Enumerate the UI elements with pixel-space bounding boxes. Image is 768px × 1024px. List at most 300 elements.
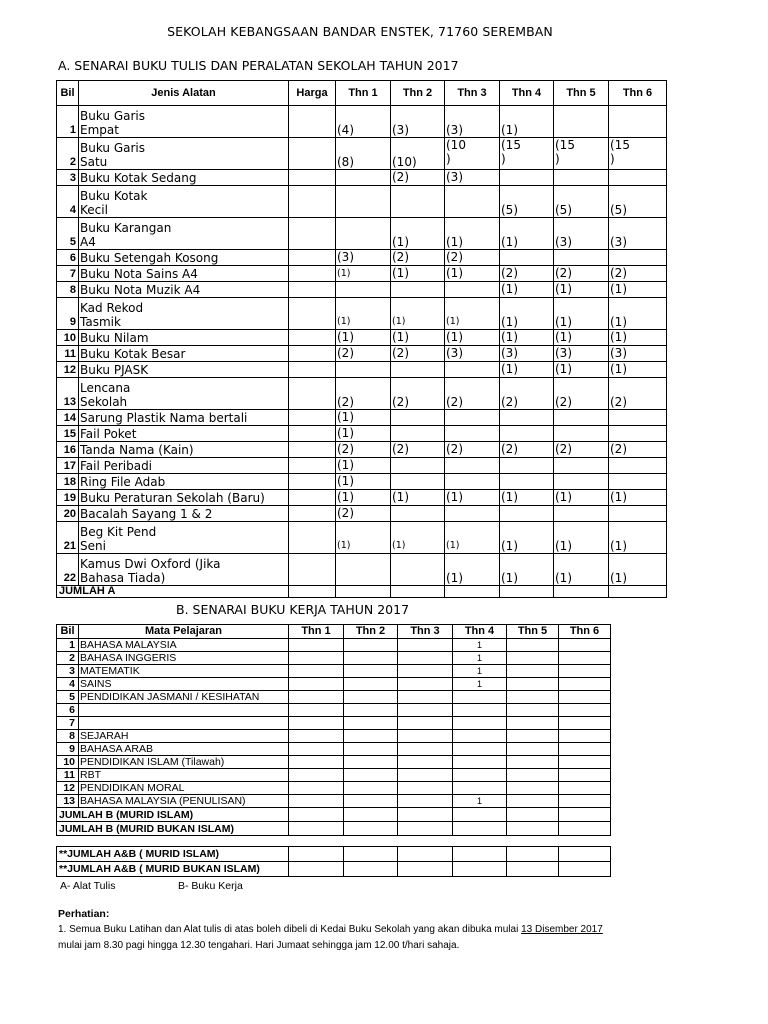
quantity-cell-thn5 — [507, 717, 559, 730]
price-cell — [289, 298, 336, 330]
price-cell — [289, 186, 336, 218]
grand-total-table — [56, 846, 611, 877]
quantity-cell-thn5: (2) — [554, 378, 609, 410]
quantity-cell-thn6: (5) — [609, 186, 667, 218]
quantity-cell-thn1: (2) — [336, 506, 391, 522]
quantity-cell-thn1: (2) — [336, 378, 391, 410]
quantity-cell-thn2 — [344, 717, 398, 730]
price-cell — [289, 282, 336, 298]
table-row — [57, 170, 667, 186]
subject-name: BAHASA MALAYSIA — [79, 639, 289, 652]
opening-date: 13 Disember 2017 — [521, 924, 603, 935]
table-row — [57, 743, 611, 756]
quantity-cell-thn3: (2) — [445, 442, 500, 458]
quantity-cell-thn6 — [609, 474, 667, 490]
price-cell — [289, 346, 336, 362]
quantity-cell-thn4: (2) — [500, 266, 554, 282]
notes-line-1-text: 1. Semua Buku Latihan dan Alat tulis di atas boleh dibeli di Kedai Buku Sekolah yang akan dibuka mulai — [58, 924, 522, 935]
quantity-cell-thn6: (3) — [609, 346, 667, 362]
quantity-cell-thn5 — [507, 678, 559, 691]
table-row — [57, 474, 667, 490]
quantity-cell-thn1 — [289, 730, 344, 743]
table-row — [57, 795, 611, 808]
row-number: 12 — [57, 782, 79, 795]
quantity-cell-thn1: (1) — [336, 458, 391, 474]
row-number: 16 — [57, 442, 79, 458]
quantity-cell-thn6 — [559, 652, 611, 665]
price-cell — [289, 522, 336, 554]
item-name: Buku Nilam — [79, 330, 289, 346]
quantity-cell-thn5 — [554, 506, 609, 522]
row-number: 13 — [57, 795, 79, 808]
col-header-thn6: Thn 6 — [609, 81, 667, 106]
row-number: 8 — [57, 282, 79, 298]
row-number: 3 — [57, 170, 79, 186]
quantity-cell-thn6: (15 ) — [609, 138, 667, 170]
item-name: Buku Kotak Besar — [79, 346, 289, 362]
quantity-cell-thn2 — [344, 691, 398, 704]
quantity-cell-thn1 — [289, 782, 344, 795]
school-title: SEKOLAH KEBANGSAAN BANDAR ENSTEK, 71760 SEREMBAN — [167, 24, 553, 39]
quantity-cell-thn5: (1) — [554, 330, 609, 346]
quantity-cell-thn2: (1) — [391, 218, 445, 250]
quantity-cell-thn5 — [554, 170, 609, 186]
workbook-table — [56, 624, 611, 836]
col-header-mata-pelajaran: Mata Pelajaran — [79, 625, 289, 639]
quantity-cell-thn2 — [344, 678, 398, 691]
quantity-cell-thn4: 1 — [453, 678, 507, 691]
quantity-cell-thn3: (1) — [445, 330, 500, 346]
quantity-cell-thn3 — [398, 756, 453, 769]
quantity-cell-thn1: (1) — [336, 330, 391, 346]
quantity-cell-thn5: (3) — [554, 346, 609, 362]
quantity-cell-thn6 — [559, 743, 611, 756]
col-header-bil: Bil — [57, 625, 79, 639]
quantity-cell-thn3 — [445, 186, 500, 218]
legend-b: B- Buku Kerja — [178, 880, 243, 892]
quantity-cell-thn3: (1) — [445, 218, 500, 250]
table-row — [57, 665, 611, 678]
row-number: 10 — [57, 756, 79, 769]
quantity-cell-thn6 — [609, 506, 667, 522]
quantity-cell-thn5 — [554, 426, 609, 442]
quantity-cell-thn4 — [500, 458, 554, 474]
quantity-cell-thn3: (1) — [445, 490, 500, 506]
quantity-cell-thn6 — [559, 769, 611, 782]
table-row — [57, 106, 667, 138]
subject-name: RBT — [79, 769, 289, 782]
price-cell — [289, 442, 336, 458]
quantity-cell-thn3: (3) — [445, 170, 500, 186]
quantity-cell-thn4 — [453, 704, 507, 717]
quantity-cell-thn2 — [391, 410, 445, 426]
quantity-cell-thn2 — [391, 186, 445, 218]
quantity-cell-thn3: (3) — [445, 106, 500, 138]
quantity-cell-thn4: (1) — [500, 298, 554, 330]
subject-name — [79, 717, 289, 730]
quantity-cell-thn1 — [289, 704, 344, 717]
quantity-cell-thn2: (1) — [391, 298, 445, 330]
price-cell — [289, 554, 336, 586]
quantity-cell-thn5 — [554, 474, 609, 490]
price-cell — [289, 506, 336, 522]
quantity-cell-thn5 — [507, 639, 559, 652]
quantity-cell-thn1 — [289, 691, 344, 704]
quantity-cell-thn6: (1) — [609, 298, 667, 330]
quantity-cell-thn5 — [507, 743, 559, 756]
table-row — [57, 426, 667, 442]
item-name: Buku PJASK — [79, 362, 289, 378]
quantity-cell-thn3: (1) — [445, 298, 500, 330]
quantity-cell-thn6 — [559, 730, 611, 743]
quantity-cell-thn4: (1) — [500, 330, 554, 346]
table-header-row — [57, 625, 611, 639]
quantity-cell-thn4: (3) — [500, 346, 554, 362]
item-name: Buku Kotak Sedang — [79, 170, 289, 186]
price-cell — [289, 426, 336, 442]
quantity-cell-thn1 — [289, 665, 344, 678]
quantity-cell-thn4 — [500, 250, 554, 266]
quantity-cell-thn1 — [336, 282, 391, 298]
quantity-cell-thn3 — [398, 795, 453, 808]
price-cell — [289, 362, 336, 378]
quantity-cell-thn6 — [609, 426, 667, 442]
quantity-cell-thn4: (1) — [500, 522, 554, 554]
quantity-cell-thn6: (2) — [609, 378, 667, 410]
item-name: Ring File Adab — [79, 474, 289, 490]
quantity-cell-thn2 — [391, 426, 445, 442]
price-cell — [289, 106, 336, 138]
col-header-thn2: Thn 2 — [391, 81, 445, 106]
quantity-cell-thn4 — [453, 717, 507, 730]
quantity-cell-thn3 — [445, 282, 500, 298]
table-row — [57, 490, 667, 506]
quantity-cell-thn6: (2) — [609, 266, 667, 282]
table-row — [57, 442, 667, 458]
quantity-cell-thn4: 1 — [453, 795, 507, 808]
quantity-cell-thn4 — [453, 769, 507, 782]
price-cell — [289, 170, 336, 186]
quantity-cell-thn5 — [554, 106, 609, 138]
quantity-cell-thn2 — [344, 782, 398, 795]
price-cell — [289, 330, 336, 346]
subject-name: BAHASA ARAB — [79, 743, 289, 756]
row-number: 18 — [57, 474, 79, 490]
table-row — [57, 138, 667, 170]
quantity-cell-thn2 — [391, 362, 445, 378]
quantity-cell-thn4: (1) — [500, 218, 554, 250]
row-number: 6 — [57, 250, 79, 266]
col-header-thn1: Thn 1 — [289, 625, 344, 639]
quantity-cell-thn3 — [398, 678, 453, 691]
quantity-cell-thn5: (1) — [554, 298, 609, 330]
table-row — [57, 769, 611, 782]
stationery-table — [56, 80, 667, 598]
quantity-cell-thn6: (2) — [609, 442, 667, 458]
quantity-cell-thn6 — [559, 795, 611, 808]
quantity-cell-thn2 — [391, 554, 445, 586]
row-number: 9 — [57, 743, 79, 756]
quantity-cell-thn5: (1) — [554, 522, 609, 554]
row-number: 4 — [57, 678, 79, 691]
quantity-cell-thn3 — [445, 426, 500, 442]
col-header-jenis-alatan: Jenis Alatan — [79, 81, 289, 106]
price-cell — [289, 378, 336, 410]
table-row — [57, 691, 611, 704]
quantity-cell-thn3 — [445, 506, 500, 522]
row-number: 22 — [57, 554, 79, 586]
row-number: 9 — [57, 298, 79, 330]
table-row — [57, 362, 667, 378]
quantity-cell-thn3 — [445, 458, 500, 474]
quantity-cell-thn1 — [336, 218, 391, 250]
quantity-cell-thn1: (1) — [336, 298, 391, 330]
quantity-cell-thn6 — [609, 170, 667, 186]
table-row — [57, 410, 667, 426]
quantity-cell-thn5: (2) — [554, 266, 609, 282]
notes-heading: Perhatian: — [58, 908, 110, 920]
row-number: 6 — [57, 704, 79, 717]
quantity-cell-thn5 — [507, 769, 559, 782]
row-number: 5 — [57, 218, 79, 250]
quantity-cell-thn5 — [554, 458, 609, 474]
price-cell — [289, 474, 336, 490]
grand-total-label-non-islam: **JUMLAH A&B ( MURID BUKAN ISLAM) — [57, 862, 289, 877]
total-row-b-non-islam — [57, 822, 611, 836]
quantity-cell-thn4 — [453, 756, 507, 769]
quantity-cell-thn4 — [453, 730, 507, 743]
price-cell — [289, 218, 336, 250]
quantity-cell-thn4: 1 — [453, 665, 507, 678]
quantity-cell-thn1: (2) — [336, 346, 391, 362]
item-name: Beg Kit Pend Seni — [79, 522, 289, 554]
item-name: Buku Karangan A4 — [79, 218, 289, 250]
table-row — [57, 554, 667, 586]
item-name: Buku Nota Sains A4 — [79, 266, 289, 282]
subject-name: PENDIDIKAN ISLAM (Tilawah) — [79, 756, 289, 769]
quantity-cell-thn4: 1 — [453, 652, 507, 665]
row-number: 3 — [57, 665, 79, 678]
quantity-cell-thn2 — [391, 458, 445, 474]
quantity-cell-thn4 — [453, 782, 507, 795]
quantity-cell-thn3: (1) — [445, 554, 500, 586]
section-b-title: B. SENARAI BUKU KERJA TAHUN 2017 — [176, 602, 410, 617]
row-number: 4 — [57, 186, 79, 218]
quantity-cell-thn4: (1) — [500, 554, 554, 586]
quantity-cell-thn2 — [344, 665, 398, 678]
subject-name: PENDIDIKAN MORAL — [79, 782, 289, 795]
quantity-cell-thn2: (2) — [391, 346, 445, 362]
quantity-cell-thn4 — [500, 410, 554, 426]
item-name: Kamus Dwi Oxford (Jika Bahasa Tiada) — [79, 554, 289, 586]
quantity-cell-thn6 — [559, 678, 611, 691]
table-row — [57, 346, 667, 362]
quantity-cell-thn4 — [500, 426, 554, 442]
quantity-cell-thn1: (2) — [336, 442, 391, 458]
col-header-thn4: Thn 4 — [453, 625, 507, 639]
quantity-cell-thn5 — [507, 665, 559, 678]
subject-name: BAHASA INGGERIS — [79, 652, 289, 665]
quantity-cell-thn4 — [453, 743, 507, 756]
row-number: 11 — [57, 346, 79, 362]
quantity-cell-thn5: (1) — [554, 490, 609, 506]
quantity-cell-thn6: (1) — [609, 362, 667, 378]
row-number: 17 — [57, 458, 79, 474]
item-name: Tanda Nama (Kain) — [79, 442, 289, 458]
quantity-cell-thn4: (2) — [500, 442, 554, 458]
table-row — [57, 378, 667, 410]
subject-name: SAINS — [79, 678, 289, 691]
quantity-cell-thn3: (1) — [445, 522, 500, 554]
quantity-cell-thn1: (1) — [336, 490, 391, 506]
row-number: 13 — [57, 378, 79, 410]
item-name: Buku Nota Muzik A4 — [79, 282, 289, 298]
subject-name: MATEMATIK — [79, 665, 289, 678]
quantity-cell-thn5: (3) — [554, 218, 609, 250]
row-number: 5 — [57, 691, 79, 704]
quantity-cell-thn1: (1) — [336, 266, 391, 282]
quantity-cell-thn1 — [289, 678, 344, 691]
quantity-cell-thn1 — [336, 554, 391, 586]
item-name: Buku Peraturan Sekolah (Baru) — [79, 490, 289, 506]
quantity-cell-thn1 — [336, 170, 391, 186]
table-row — [57, 782, 611, 795]
item-name: Lencana Sekolah — [79, 378, 289, 410]
quantity-cell-thn1: (1) — [336, 410, 391, 426]
quantity-cell-thn1: (1) — [336, 426, 391, 442]
quantity-cell-thn2: (3) — [391, 106, 445, 138]
quantity-cell-thn2 — [344, 795, 398, 808]
quantity-cell-thn2: (1) — [391, 330, 445, 346]
col-header-thn5: Thn 5 — [507, 625, 559, 639]
quantity-cell-thn5: (1) — [554, 554, 609, 586]
quantity-cell-thn2: (10) — [391, 138, 445, 170]
notes-line-2: mulai jam 8.30 pagi hingga 12.30 tengahari. Hari Jumaat sehingga jam 12.00 t/hari sahaja. — [58, 940, 460, 951]
quantity-cell-thn2 — [344, 769, 398, 782]
quantity-cell-thn3 — [398, 704, 453, 717]
row-number: 20 — [57, 506, 79, 522]
price-cell — [289, 250, 336, 266]
price-cell — [289, 490, 336, 506]
quantity-cell-thn4: (1) — [500, 490, 554, 506]
table-row — [57, 458, 667, 474]
quantity-cell-thn2 — [344, 730, 398, 743]
quantity-cell-thn3: (1) — [445, 266, 500, 282]
col-header-thn6: Thn 6 — [559, 625, 611, 639]
table-row — [57, 186, 667, 218]
quantity-cell-thn5 — [554, 410, 609, 426]
total-row-b-islam — [57, 808, 611, 822]
quantity-cell-thn1 — [336, 186, 391, 218]
quantity-cell-thn5: (5) — [554, 186, 609, 218]
quantity-cell-thn4: (1) — [500, 106, 554, 138]
row-number: 8 — [57, 730, 79, 743]
total-label-b-non-islam: JUMLAH B (MURID BUKAN ISLAM) — [57, 822, 289, 836]
quantity-cell-thn2 — [344, 756, 398, 769]
quantity-cell-thn2: (1) — [391, 522, 445, 554]
quantity-cell-thn5 — [507, 704, 559, 717]
row-number: 11 — [57, 769, 79, 782]
quantity-cell-thn3 — [398, 639, 453, 652]
quantity-cell-thn1 — [289, 717, 344, 730]
grand-total-label-islam: **JUMLAH A&B ( MURID ISLAM) — [57, 847, 289, 862]
table-row — [57, 330, 667, 346]
quantity-cell-thn5 — [507, 795, 559, 808]
table-row — [57, 730, 611, 743]
item-name: Buku Garis Satu — [79, 138, 289, 170]
quantity-cell-thn4: (5) — [500, 186, 554, 218]
quantity-cell-thn1 — [289, 652, 344, 665]
item-name: Sarung Plastik Nama bertali — [79, 410, 289, 426]
col-header-thn4: Thn 4 — [500, 81, 554, 106]
quantity-cell-thn1: (1) — [336, 474, 391, 490]
quantity-cell-thn3 — [445, 410, 500, 426]
notes-line-1 — [58, 924, 603, 935]
quantity-cell-thn3 — [398, 691, 453, 704]
quantity-cell-thn2 — [344, 704, 398, 717]
row-number: 2 — [57, 138, 79, 170]
quantity-cell-thn3 — [398, 717, 453, 730]
table-row — [57, 250, 667, 266]
quantity-cell-thn5 — [507, 782, 559, 795]
quantity-cell-thn4: 1 — [453, 639, 507, 652]
table-row — [57, 717, 611, 730]
quantity-cell-thn6: (1) — [609, 522, 667, 554]
quantity-cell-thn3 — [398, 730, 453, 743]
quantity-cell-thn5 — [507, 691, 559, 704]
quantity-cell-thn4 — [500, 170, 554, 186]
table-row — [57, 639, 611, 652]
quantity-cell-thn4 — [500, 474, 554, 490]
price-cell — [289, 138, 336, 170]
row-number: 1 — [57, 639, 79, 652]
quantity-cell-thn1: (4) — [336, 106, 391, 138]
item-name: Buku Setengah Kosong — [79, 250, 289, 266]
quantity-cell-thn6: (1) — [609, 282, 667, 298]
quantity-cell-thn5 — [554, 250, 609, 266]
quantity-cell-thn1 — [289, 769, 344, 782]
price-cell — [289, 458, 336, 474]
subject-name — [79, 704, 289, 717]
table-row — [57, 218, 667, 250]
quantity-cell-thn3 — [398, 743, 453, 756]
quantity-cell-thn6 — [609, 410, 667, 426]
quantity-cell-thn5 — [507, 730, 559, 743]
quantity-cell-thn4 — [453, 691, 507, 704]
quantity-cell-thn4: (15 ) — [500, 138, 554, 170]
quantity-cell-thn1: (3) — [336, 250, 391, 266]
quantity-cell-thn5 — [507, 756, 559, 769]
quantity-cell-thn6 — [559, 691, 611, 704]
quantity-cell-thn2 — [391, 282, 445, 298]
legend-a: A- Alat Tulis — [60, 880, 116, 892]
col-header-harga: Harga — [289, 81, 336, 106]
quantity-cell-thn1 — [289, 743, 344, 756]
quantity-cell-thn2 — [391, 474, 445, 490]
quantity-cell-thn3: (2) — [445, 250, 500, 266]
price-cell — [289, 266, 336, 282]
item-name: Bacalah Sayang 1 & 2 — [79, 506, 289, 522]
quantity-cell-thn6 — [559, 717, 611, 730]
table-row — [57, 282, 667, 298]
item-name: Fail Peribadi — [79, 458, 289, 474]
table-row — [57, 506, 667, 522]
quantity-cell-thn6 — [559, 665, 611, 678]
grand-total-row-non-islam — [57, 862, 611, 877]
row-number: 14 — [57, 410, 79, 426]
quantity-cell-thn4 — [500, 506, 554, 522]
quantity-cell-thn3: (3) — [445, 346, 500, 362]
